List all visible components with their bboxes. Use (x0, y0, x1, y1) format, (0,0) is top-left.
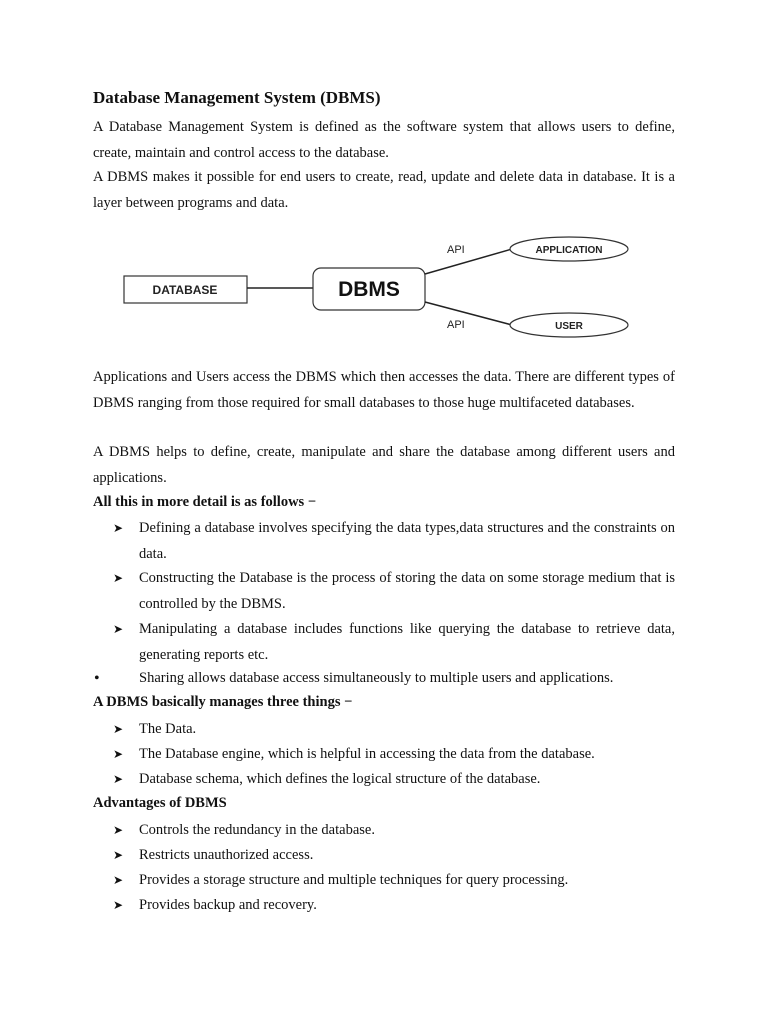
manages-heading: A DBMS basically manages three things − (93, 694, 353, 710)
arrow-bullet-icon: ➤ (113, 823, 124, 837)
application-label: APPLICATION (535, 245, 603, 256)
arrow-bullet-icon: ➤ (113, 848, 124, 862)
list-item-text: Manipulating a database includes functions like querying the database to retrieve data, generating reports etc. (139, 621, 675, 663)
connector-dbms-application (425, 249, 512, 274)
arrow-bullet-icon: ➤ (113, 571, 124, 585)
api-label-bottom: API (447, 319, 465, 331)
list-item-text: Defining a database involves specifying the data types,data structures and the constraints on data. (139, 520, 675, 562)
connector-dbms-user (425, 302, 512, 325)
list-item-text: Restricts unauthorized access. (139, 847, 314, 863)
list-item-text: Database schema, which defines the logical structure of the database. (139, 771, 541, 787)
database-label: DATABASE (152, 283, 218, 297)
list-item-text: Constructing the Database is the process of storing the data on some storage medium that is controlled by the DBMS. (139, 570, 675, 612)
arrow-bullet-icon: ➤ (113, 722, 124, 736)
page-title: Database Management System (DBMS) (93, 88, 381, 107)
list-item-text: The Data. (139, 721, 197, 737)
list-item-text: Provides backup and recovery. (139, 897, 317, 913)
list-item-text: Controls the redundancy in the database. (139, 822, 375, 838)
arrow-bullet-icon: ➤ (113, 747, 124, 761)
body-paragraph-1: Applications and Users access the DBMS which then accesses the data. There are different types of DBMS ranging from those required for small databases to those huge multifaceted databases. (93, 369, 675, 411)
list-item-text: The Database engine, which is helpful in accessing the data from the database. (139, 746, 595, 762)
detail-heading: All this in more detail is as follows − (93, 494, 317, 510)
arrow-bullet-icon: ➤ (113, 898, 124, 912)
api-label-top: API (447, 244, 465, 256)
arrow-bullet-icon: ➤ (113, 521, 124, 535)
list-item-text: Provides a storage structure and multiple techniques for query processing. (139, 872, 569, 888)
intro-paragraph-2: A DBMS makes it possible for end users to create, read, update and delete data in database. It is a layer between programs and data. (93, 169, 675, 211)
advantages-heading: Advantages of DBMS (93, 795, 227, 811)
arrow-bullet-icon: ➤ (113, 873, 124, 887)
intro-paragraph-1: A Database Management System is defined as the software system that allows users to define, create, maintain and control access to the database. (93, 119, 675, 161)
arrow-bullet-icon: ➤ (113, 772, 124, 786)
arrow-bullet-icon: ➤ (113, 622, 124, 636)
body-paragraph-2: A DBMS helps to define, create, manipulate and share the database among different users and applications. (93, 444, 675, 486)
dot-bullet-icon: • (94, 670, 100, 687)
dbms-diagram (115, 230, 635, 345)
dbms-label: DBMS (338, 278, 400, 301)
user-label: USER (555, 321, 583, 332)
list-item-text: Sharing allows database access simultaneously to multiple users and applications. (139, 670, 614, 686)
